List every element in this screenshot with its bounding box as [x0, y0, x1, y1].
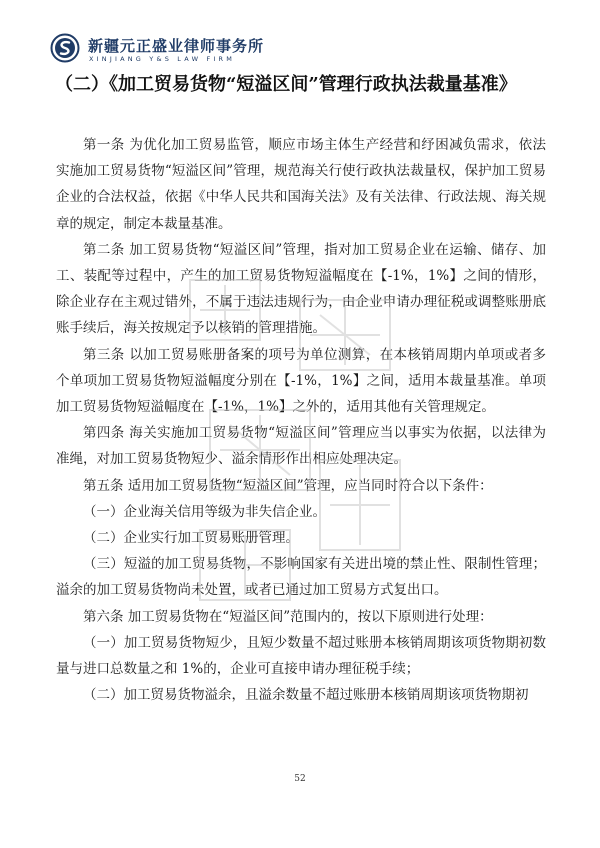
- paragraph: （二）企业实行加工贸易账册管理。: [83, 530, 299, 547]
- paragraph: 第一条 为优化加工贸易监管，顺应市场主体生产经营和纾困减负需求，依法实施加工贸易货物“短溢区间”管理，规范海关行使行政执法裁量权，保护加工贸易企业的合法权益，依据《中华人民共和国海关法》及有关法律、行政法规、海关规章的规定，制定本裁量基准。: [56, 137, 546, 232]
- paragraph: 第六条 加工贸易货物在“短溢区间”范围内的，按以下原则进行处理：: [83, 608, 493, 625]
- page-title: （二）《加工贸易货物“短溢区间”管理行政执法裁量基准》: [55, 74, 517, 95]
- paragraph: （一）加工贸易货物短少，且短少数量不超过账册本核销周期该项货物期初数量与进口总数量之和 1%的，企业可直接申请办理征税手续；: [56, 634, 546, 678]
- firm-name-cn: 新疆元正盛业律师事务所: [88, 37, 265, 55]
- firm-logo-icon: [50, 33, 80, 63]
- paragraph: （三）短溢的加工贸易货物，不影响国家有关进出境的禁止性、限制性管理；溢余的加工贸易货物尚未处置，或者已通过加工贸易方式复出口。: [56, 556, 546, 599]
- paragraph: （一）企业海关信用等级为非失信企业。: [83, 503, 326, 520]
- page-number: 52: [294, 774, 306, 784]
- firm-name-en: XINJIANG Y&S LAW FIRM: [89, 55, 236, 63]
- paragraph: 第二条 加工贸易货物“短溢区间”管理，指对加工贸易企业在运输、储存、加工、装配等过程中，产生的加工贸易货物短溢幅度在【-1%，1%】之间的情形，除企业存在主观过错外，不属于违法违规行为，由企业申请办理征税或调整账册底账手续后，海关按规定予以核销的管理措施。: [56, 241, 546, 337]
- page-header: [0, 0, 600, 62]
- paragraph: 第三条 以加工贸易账册备案的项号为单位测算，在本核销周期内单项或者多个单项加工贸易货物短溢幅度分别在【-1%，1%】之间，适用本裁量基准。单项加工贸易货物短溢幅度在【-1%，1%】之外的，适用其他有关管理规定。: [56, 346, 546, 416]
- paragraph: 第四条 海关实施加工贸易货物“短溢区间”管理应当以事实为依据，以法律为准绳，对加工贸易货物短少、溢余情形作出相应处理决定。: [56, 425, 546, 468]
- paragraph: （二）加工贸易货物溢余，且溢余数量不超过账册本核销周期该项货物期初: [83, 687, 529, 704]
- paragraph: 第五条 适用加工贸易货物“短溢区间”管理，应当同时符合以下条件：: [83, 477, 493, 494]
- document-body: [56, 132, 546, 708]
